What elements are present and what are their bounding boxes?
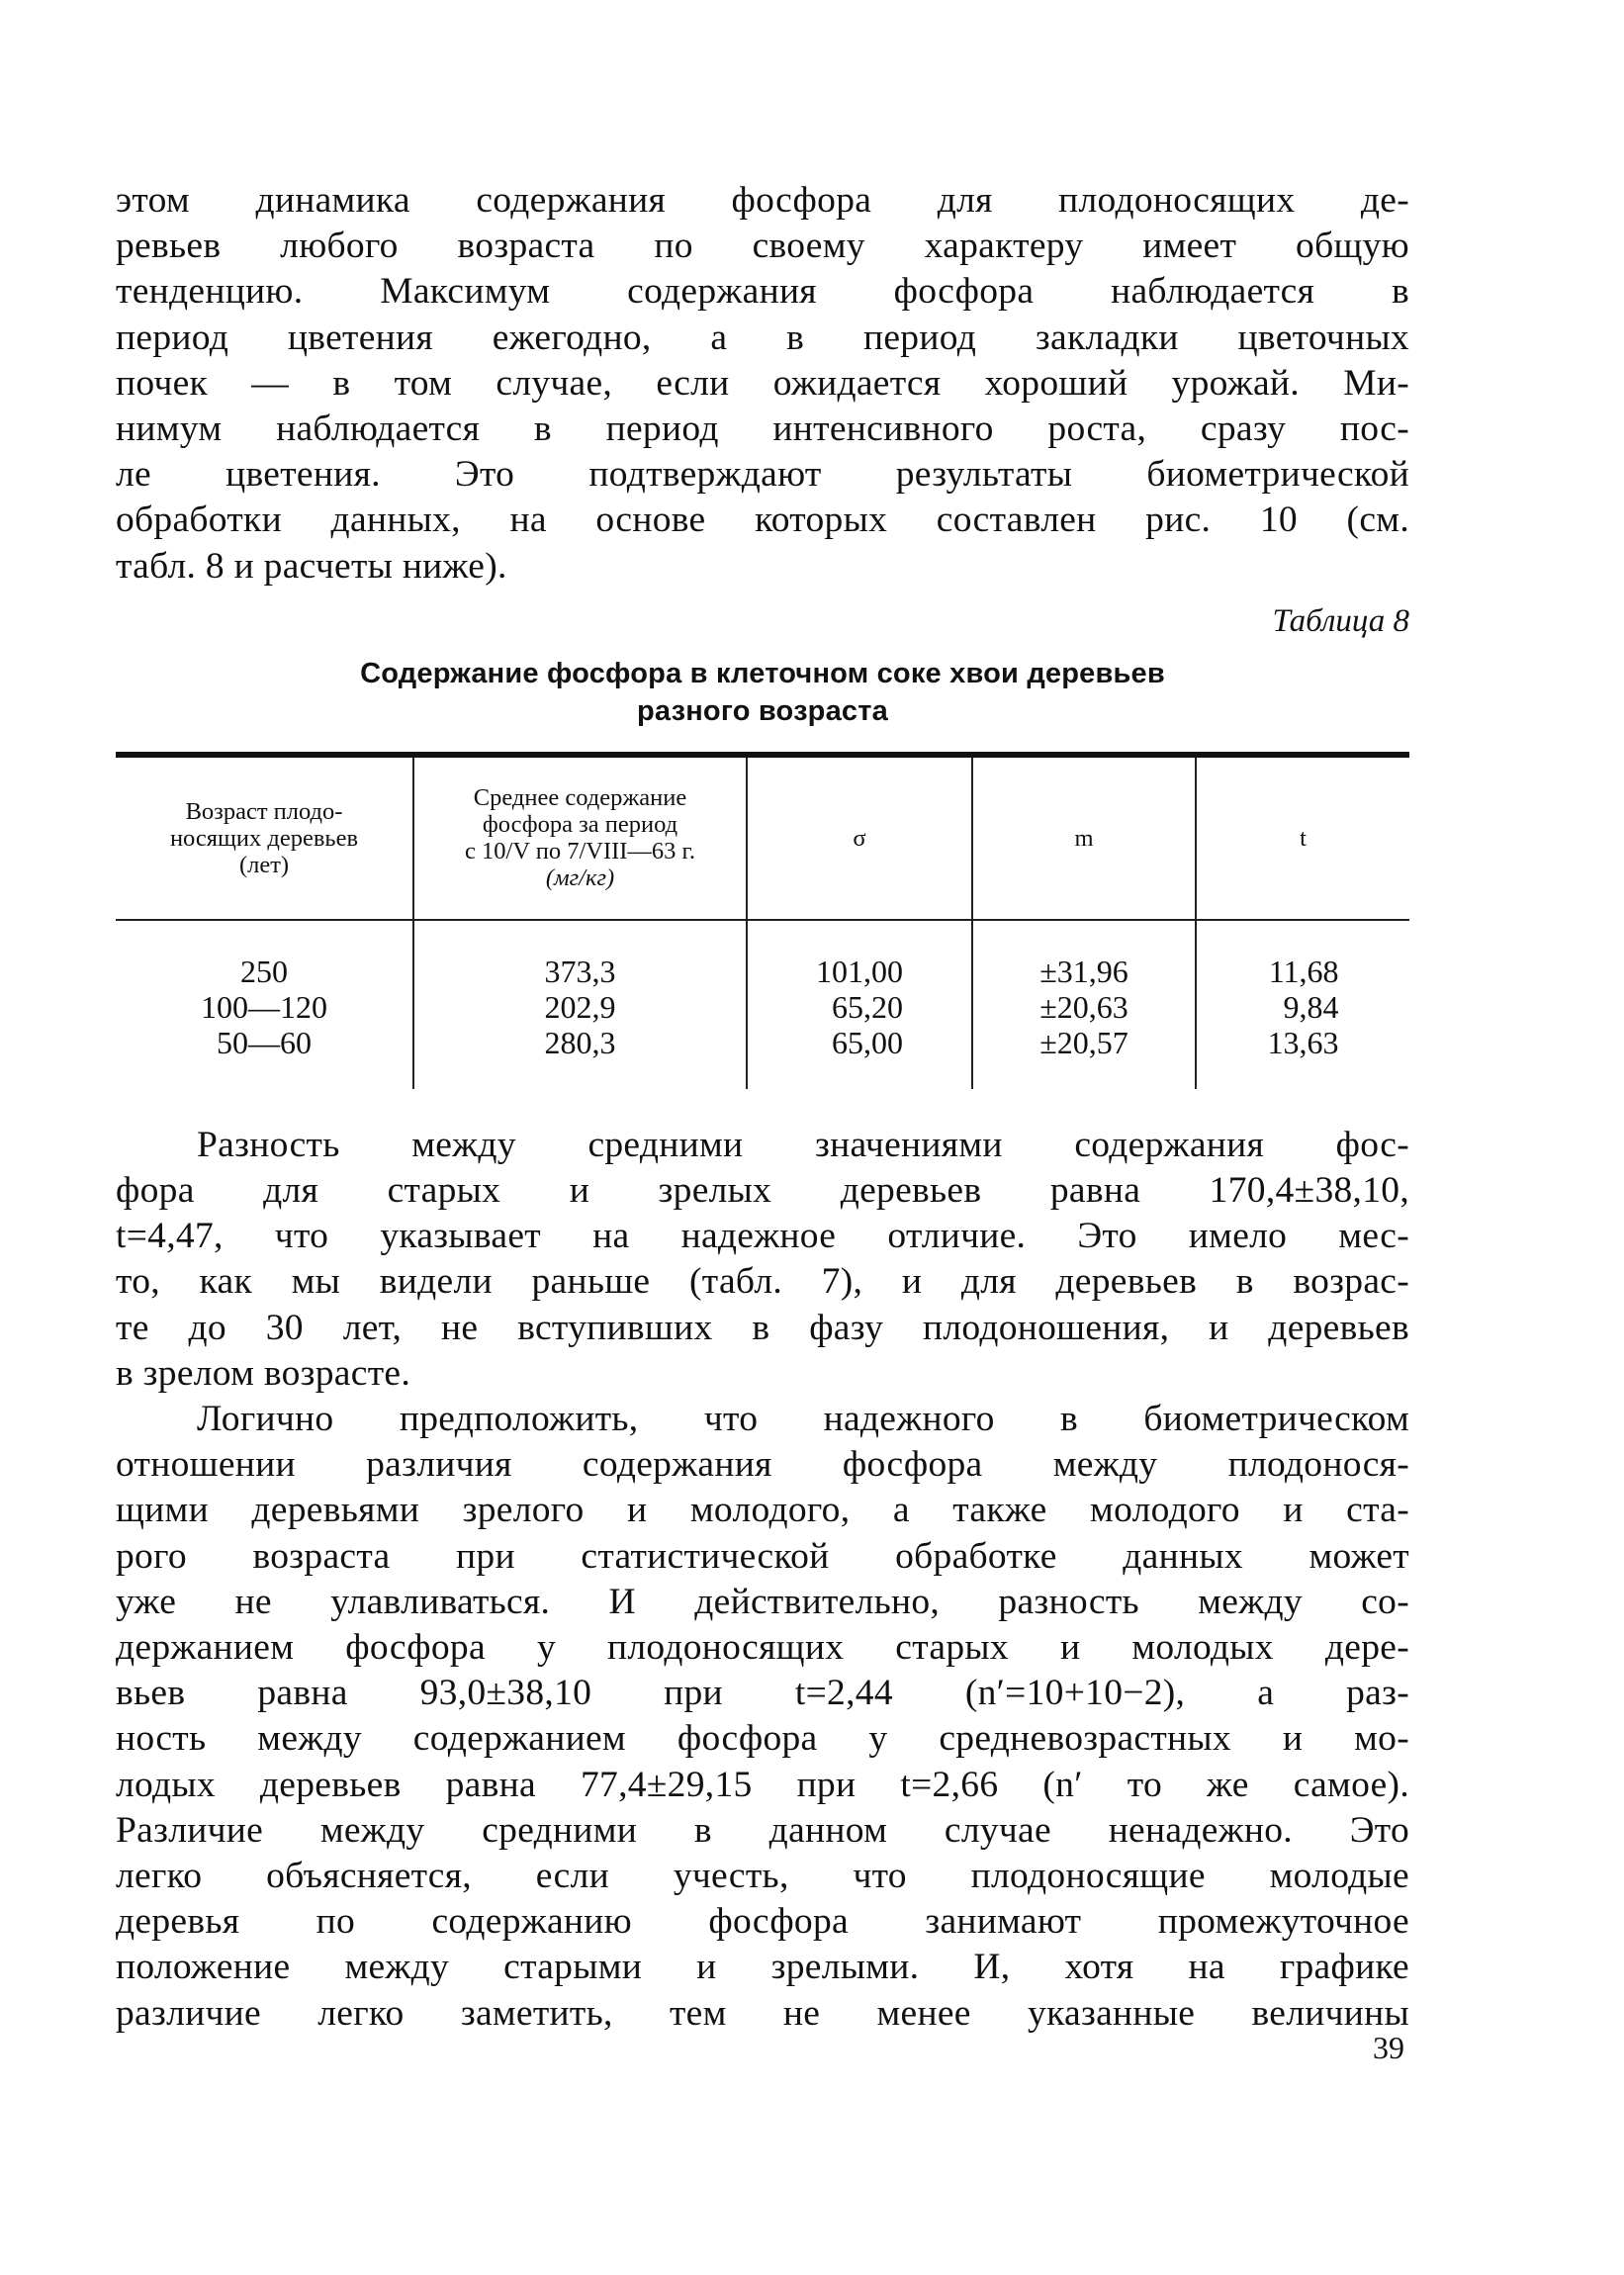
table-title [116, 655, 1409, 730]
header-text: Возраст плодо- [185, 797, 343, 825]
text-line: те до 30 лет, не вступивших в фазу плодоношения, и деревьев [116, 1307, 1409, 1348]
text-line: вьев равна 93,0±38,10 при t=2,44 (n′=10+10−2), а раз- [116, 1673, 1409, 1714]
header-text: с 10/V по 7/VIII—63 г. [465, 838, 695, 865]
text-line: положение между старыми и зрелыми. И, хотя на графике [116, 1947, 1409, 1988]
table-cell: 280,3 [544, 1024, 616, 1060]
text-line: щими деревьями зрелого и молодого, а также молодого и ста- [116, 1490, 1409, 1531]
text-line: этом динамика содержания фосфора для плодоносящих де- [116, 180, 1409, 221]
paragraph-2 [116, 1123, 1409, 1397]
text-line: ревьев любого возраста по своему характеру имеет общую [116, 226, 1409, 267]
table-cell: 9,84 [1283, 988, 1339, 1025]
table-cell: 202,9 [544, 988, 616, 1025]
table-cell: 65,20 [832, 988, 903, 1025]
data-table [116, 752, 1409, 1089]
header-unit: (мг/кг) [545, 864, 615, 892]
text-line: деревья по содержанию фосфора занимают промежуточное [116, 1901, 1409, 1943]
text-line: Разность между средними значениями содержания фос- [197, 1124, 1409, 1165]
page-body [116, 178, 1409, 2037]
table-cell: 100—120 [201, 988, 327, 1025]
table-header [116, 758, 1409, 919]
text-line: различие легко заметить, тем не менее указанные величины [116, 1992, 1409, 2034]
header-sigma: σ [746, 758, 971, 919]
intro-paragraph [116, 178, 1409, 590]
table-body [116, 921, 1409, 1089]
header-mean [412, 758, 746, 919]
header-text: (лет) [238, 851, 290, 878]
text-line: уже не улавливаться. И действительно, разность между со- [116, 1581, 1409, 1622]
header-age [116, 758, 412, 919]
text-line: отношении различия содержания фосфора между плодонося- [116, 1444, 1409, 1486]
text-line: ность между содержанием фосфора у средневозрастных и мо- [116, 1718, 1409, 1760]
table-cell: 13,63 [1267, 1024, 1339, 1060]
text-line: тенденцию. Максимум содержания фосфора наблюдается в [116, 271, 1409, 313]
column-age [116, 921, 412, 1089]
table-cell: 373,3 [544, 953, 616, 989]
text-line: легко объясняется, если учесть, что плодоносящие молодые [116, 1856, 1409, 1897]
text-line: фора для старых и зрелых деревьев равна 170,4±38,10, [116, 1170, 1409, 1212]
text-line: Различие между средними в данном случае ненадежно. Это [116, 1809, 1409, 1851]
page-number: 39 [1373, 2030, 1404, 2065]
table-cell: 250 [240, 953, 288, 989]
column-t [1195, 921, 1409, 1089]
column-sigma [746, 921, 971, 1089]
text-line: лодых деревьев равна 77,4±29,15 при t=2,66 (n′ то же самое). [116, 1764, 1409, 1805]
text-line: ле цветения. Это подтверждают результаты биометрической [116, 454, 1409, 496]
header-text: носящих деревьев [169, 824, 359, 852]
text-line: нимум наблюдается в период интенсивного роста, сразу пос- [116, 409, 1409, 450]
paragraph-3 [116, 1397, 1409, 2037]
text-line: в зрелом возрасте. [116, 1352, 411, 1394]
text-line: рого возраста при статистической обработке данных может [116, 1535, 1409, 1577]
text-line: то, как мы видели раньше (табл. 7), и для деревьев в возрас- [116, 1261, 1409, 1303]
column-m [971, 921, 1195, 1089]
table-cell: 11,68 [1268, 953, 1339, 989]
header-text: фосфора за период [482, 811, 678, 839]
table-cell: 50—60 [217, 1024, 312, 1060]
table-cell: 65,00 [832, 1024, 903, 1060]
table-title-line: разного возраста [636, 694, 888, 727]
text-line: Логично предположить, что надежного в биометрическом [197, 1399, 1409, 1440]
text-line: держанием фосфора у плодоносящих старых и молодых дере- [116, 1627, 1409, 1669]
table-title-line: Содержание фосфора в клеточном соке хвои деревьев [360, 657, 1165, 689]
table-cell: ±20,57 [1039, 1024, 1128, 1060]
table-cell: ±20,63 [1039, 988, 1128, 1025]
text-line: почек — в том случае, если ожидается хороший урожай. Ми- [116, 362, 1409, 404]
text-line: обработки данных, на основе которых составлен рис. 10 (см. [116, 500, 1409, 541]
text-line: t=4,47, что указывает на надежное отличие. Это имело мес- [116, 1216, 1409, 1257]
header-m: m [971, 758, 1195, 919]
table-cell: ±31,96 [1039, 953, 1128, 989]
header-t: t [1195, 758, 1409, 919]
text-line: табл. 8 и расчеты ниже). [116, 545, 507, 587]
table-label: Таблица 8 [1272, 602, 1409, 639]
header-text: Среднее содержание [473, 784, 687, 812]
table-cell: 101,00 [816, 953, 903, 989]
column-mean [412, 921, 746, 1089]
text-line: период цветения ежегодно, а в период закладки цветочных [116, 317, 1409, 358]
